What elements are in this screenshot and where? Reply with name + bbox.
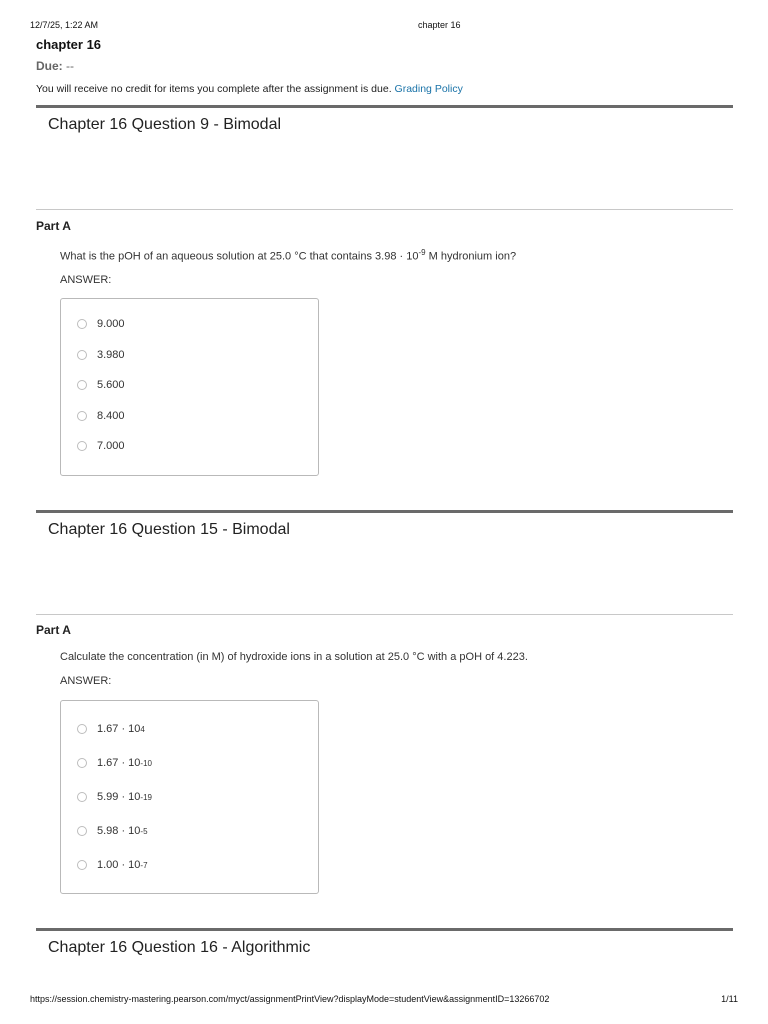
question-divider [36,105,733,108]
part-label: Part A [36,623,71,637]
late-notice [36,83,463,95]
page-url: https://session.chemistry-mastering.pearson.com/myct/assignmentPrintView?displayMode=studentView&assignmentID=13266702 [30,994,550,1004]
radio-button[interactable] [77,380,87,390]
question-text-tail: M hydronium ion? [425,250,517,263]
option-exponent: -7 [140,860,148,870]
option-value: 7.000 [97,440,125,452]
question-text [60,248,516,263]
page-number: 1/11 [721,994,738,1004]
question-title: Chapter 16 Question 9 - Bimodal [48,116,282,133]
radio-button[interactable] [77,441,87,451]
radio-button[interactable] [77,411,87,421]
radio-button[interactable] [77,350,87,360]
option-value: 9.000 [97,318,125,330]
answer-option[interactable] [77,440,125,452]
print-title: chapter 16 [418,20,461,30]
answer-option[interactable] [77,379,125,391]
option-value: 1.00 · 10 [97,859,141,871]
option-value: 1.67 · 10 [97,757,141,769]
radio-button[interactable] [77,319,87,329]
radio-button[interactable] [77,860,87,870]
answer-option[interactable] [77,349,125,361]
part-divider [36,209,733,210]
answer-option[interactable] [77,757,152,769]
option-value: 5.98 · 10 [97,825,141,837]
radio-button[interactable] [77,792,87,802]
question-text-exponent: -9 [418,248,426,257]
answer-option[interactable] [77,318,125,330]
due-value: -- [66,59,75,73]
question-text-main: Calculate the concentration (in M) of hydroxide ions in a solution at 25.0 °C with a pOH of 4.223. [60,651,528,663]
option-value: 1.67 · 10 [97,723,141,735]
question-divider [36,928,733,931]
part-label: Part A [36,219,71,233]
answer-option[interactable] [77,723,145,735]
answer-label: ANSWER: [60,675,112,687]
print-datetime: 12/7/25, 1:22 AM [30,20,99,30]
option-exponent: -5 [140,826,148,836]
option-value: 3.980 [97,349,125,361]
question-text [60,651,528,663]
option-exponent: 4 [140,724,145,734]
answer-option[interactable] [77,791,152,803]
option-exponent: -10 [140,758,152,768]
due-line [36,59,74,73]
assignment-title: chapter 16 [36,37,102,52]
radio-button[interactable] [77,724,87,734]
answer-label: ANSWER: [60,274,112,286]
answer-option[interactable] [77,410,125,422]
option-exponent: -19 [140,792,152,802]
part-divider [36,614,733,615]
print-footer [30,994,738,1004]
question-title: Chapter 16 Question 15 - Bimodal [48,521,290,538]
due-label: Due: [36,59,63,73]
radio-button[interactable] [77,826,87,836]
answer-options-box [60,298,319,476]
question-divider [36,510,733,513]
answer-option[interactable] [77,859,148,871]
option-value: 5.99 · 10 [97,791,141,803]
option-value: 8.400 [97,410,125,422]
question-text-main: What is the pOH of an aqueous solution at 25.0 °C that contains 3.98 · 10 [60,250,419,263]
option-value: 5.600 [97,379,125,391]
print-header [30,20,738,30]
answer-options-box [60,700,319,894]
grading-policy-link[interactable]: Grading Policy [394,83,463,95]
notice-text: You will receive no credit for items you complete after the assignment is due. [36,83,392,95]
radio-button[interactable] [77,758,87,768]
answer-option[interactable] [77,825,148,837]
question-title: Chapter 16 Question 16 - Algorithmic [48,939,311,956]
